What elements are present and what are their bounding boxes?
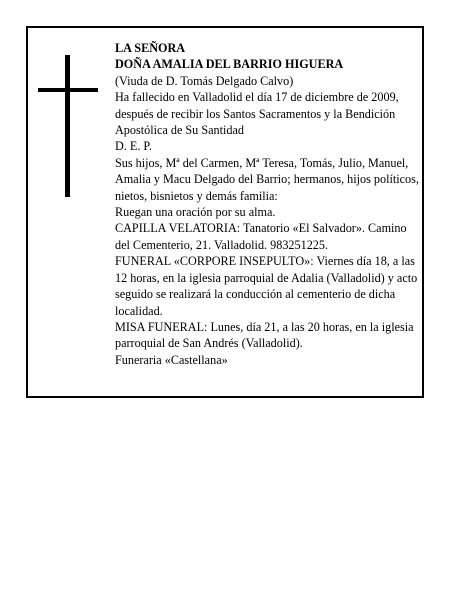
funeral-mass-info: MISA FUNERAL: Lunes, día 21, a las 20 horas, en la iglesia parroquial de San Andrés (Valladolid). <box>115 319 414 351</box>
funeral-home: Funeraria «Castellana» <box>115 352 228 367</box>
funeral-info: FUNERAL «CORPORE INSEPULTO»: Viernes día 18, a las 12 horas, en la iglesia parroquial de Adalia (Valladolid) y acto seguido se realizará la conducción al cementerio de dicha localidad. <box>115 254 418 318</box>
notice-title: LA SEÑORA <box>115 41 186 55</box>
wake-chapel-info: CAPILLA VELATORIA: Tanatorio «El Salvador». Camino del Cementerio, 21. Valladolid. 983251225. <box>115 221 407 252</box>
notice-text <box>115 40 422 368</box>
deceased-name: DOÑA AMALIA DEL BARRIO HIGUERA <box>115 57 344 72</box>
family-list: Sus hijos, Mª del Carmen, Mª Teresa, Tomás, Julio, Manuel, Amalia y Macu Delgado del Barrio; hermanos, hijos políticos, nietos, bisnietos y demás familia: <box>115 155 419 203</box>
prayer-request: Ruegan una oración por su alma. <box>115 205 276 220</box>
dep-line: D. E. P. <box>115 139 152 154</box>
widow-of-line: (Viuda de D. Tomás Delgado Calvo) <box>115 73 294 88</box>
obituary-notice <box>26 26 424 398</box>
cross-vertical-bar <box>65 55 70 197</box>
cross-horizontal-bar <box>38 88 98 92</box>
death-announcement: Ha fallecido en Valladolid el día 17 de diciembre de 2009, después de recibir los Santos Sacramentos y la Bendición Apostólica de Su Santidad <box>115 90 399 138</box>
latin-cross-icon <box>38 55 98 197</box>
